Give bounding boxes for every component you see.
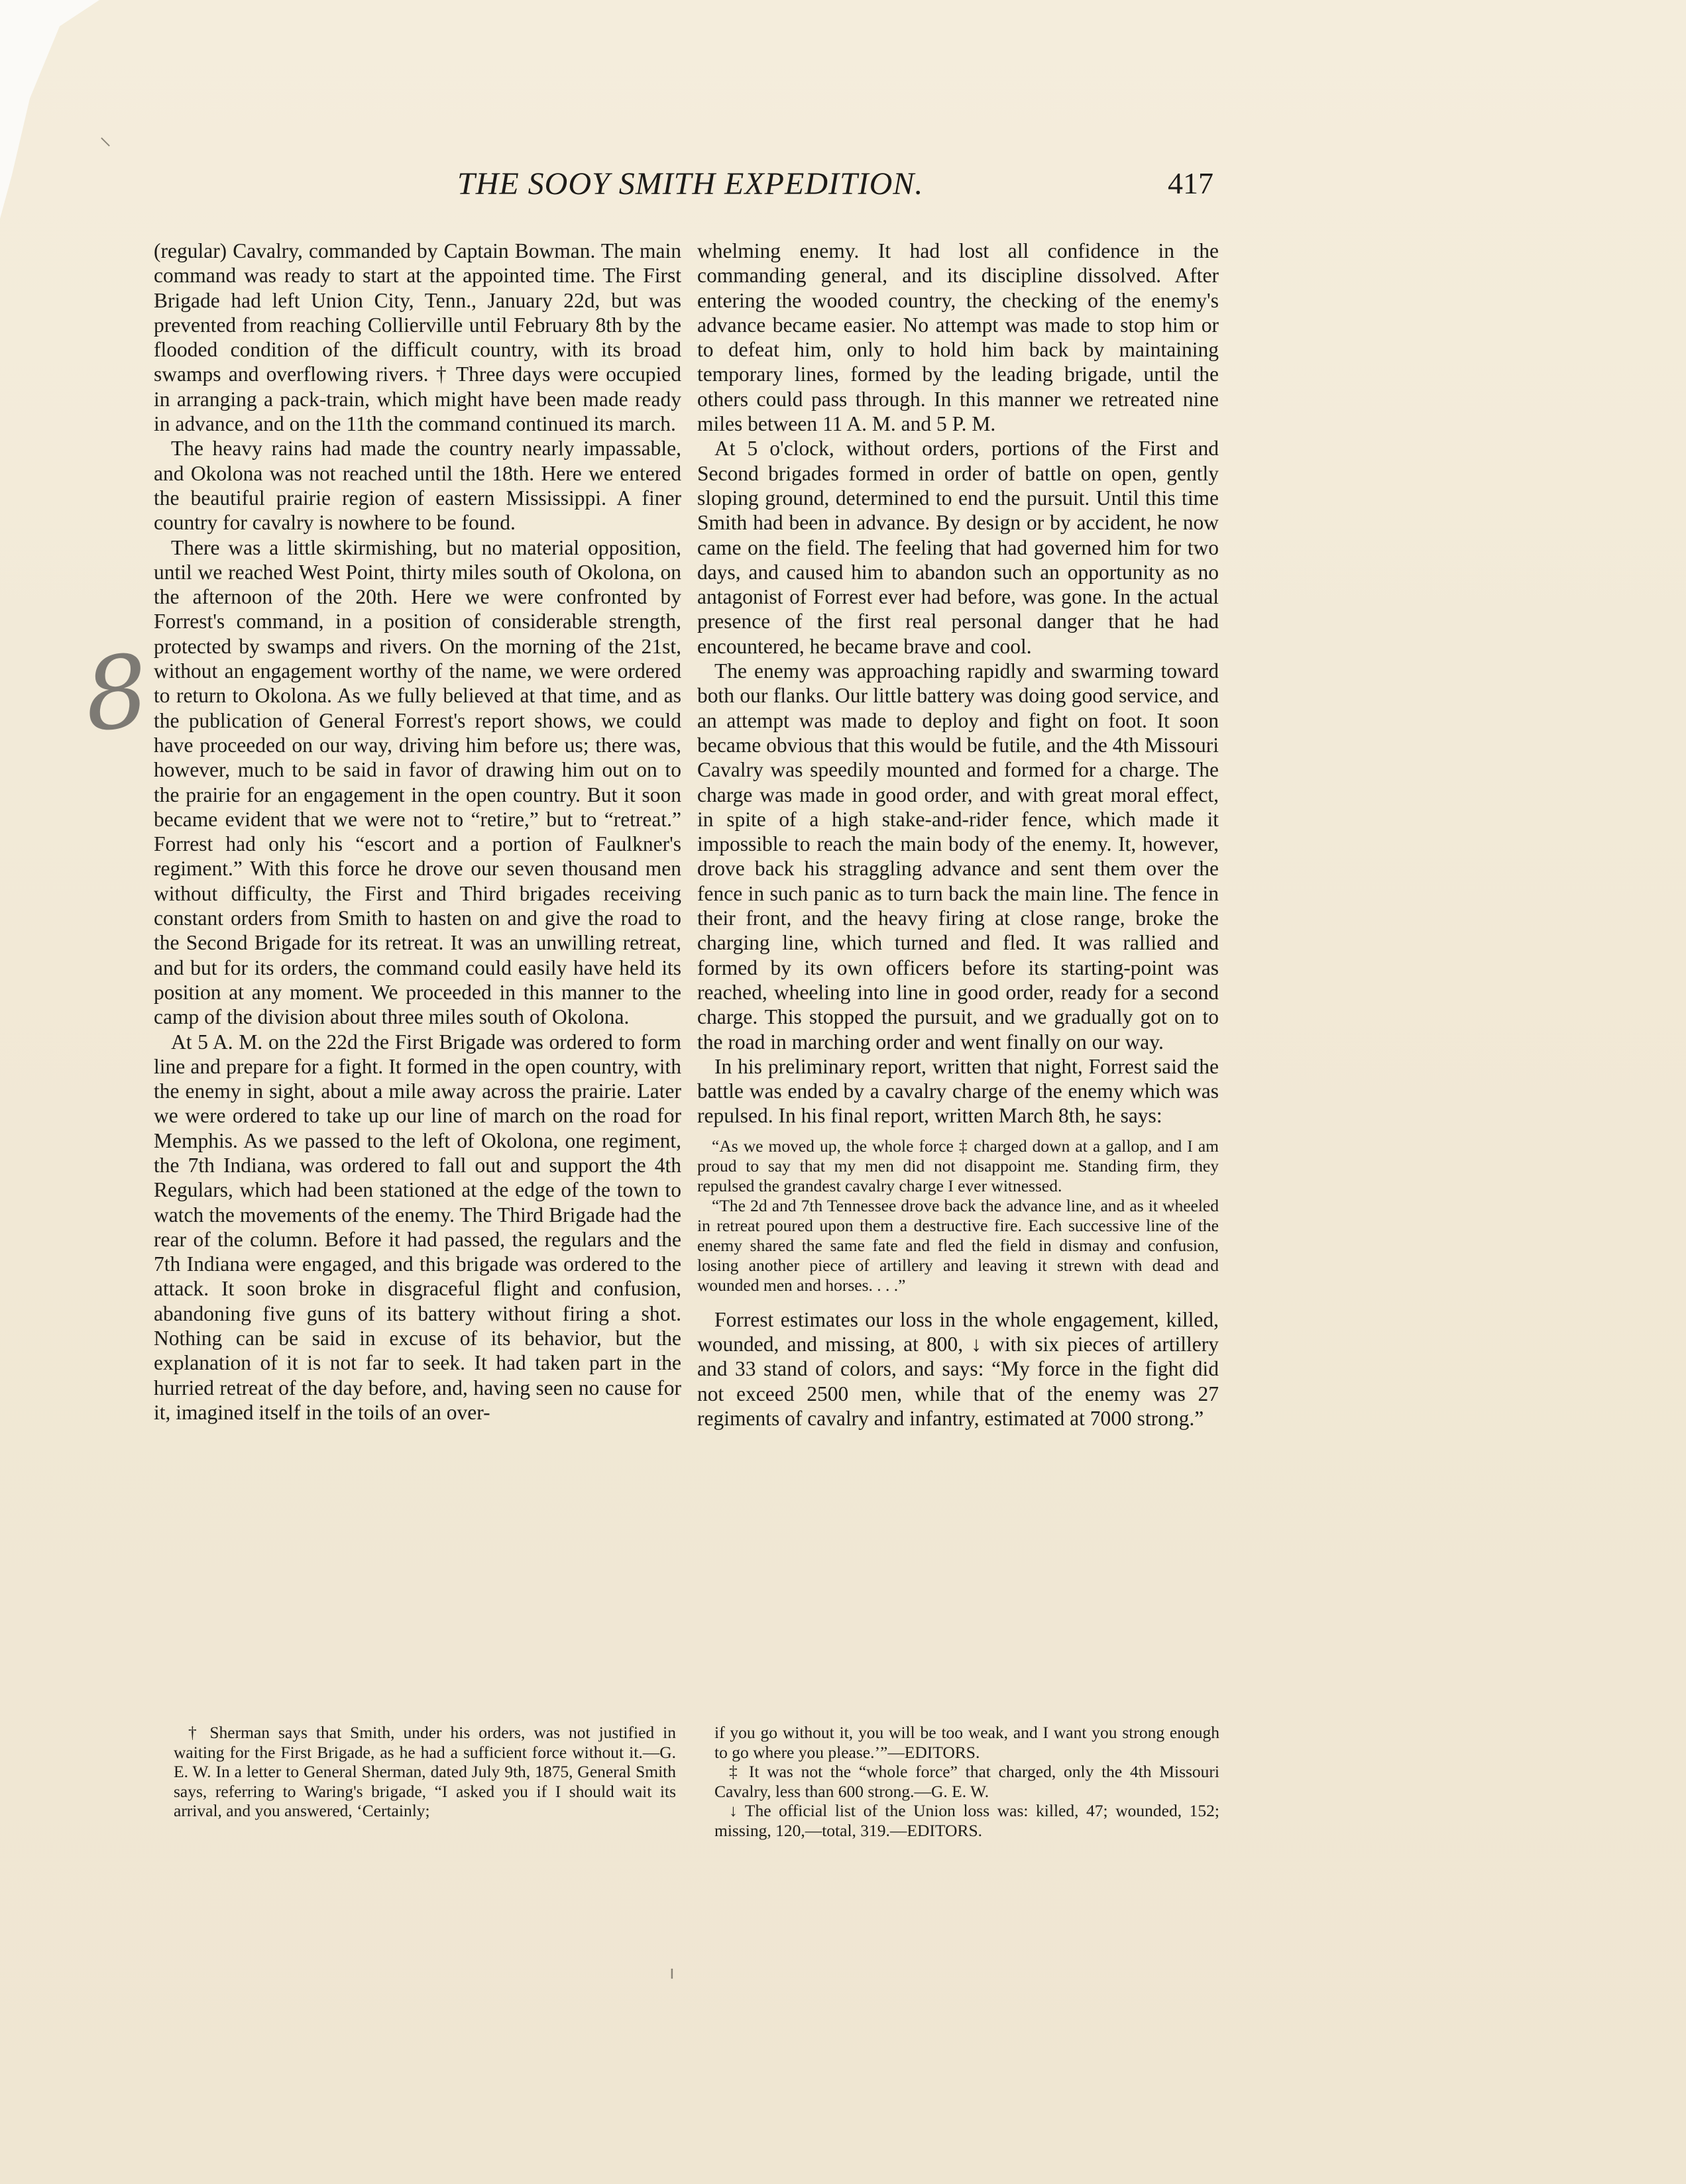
- paper-fleck: ı: [669, 1961, 675, 1983]
- footnotes-right: [714, 1723, 1219, 1840]
- paragraph: The heavy rains had made the country nearly impassable, and Okolona was not reached until the 18th. Here we entered the beautiful prairie region of eastern Mississippi. A finer country for cavalry is nowhere to be found.: [154, 437, 681, 535]
- paragraph: Forrest estimates our loss in the whole engagement, killed, wounded, and missing, at 800, ↓ with six pieces of artillery and 33 stand of colors, and says: “My force in the fight did not exceed 2500 men, while that of the enemy was 27 regiments of cavalry and infantry, estimated at 7000 strong.”: [697, 1307, 1219, 1430]
- footnote: † Sherman says that Smith, under his orders, was not justified in waiting for the First Brigade, as he had a sufficient force without it.—G. E. W. In a letter to General Sherman, dated July 9th, 1875, General Smith says, referring to Waring's brigade, “I asked you if I should wait its arrival, and you answered, ‘Certainly;: [174, 1723, 676, 1820]
- paragraph: whelming enemy. It had lost all confidence in the commanding general, and its discipline dissolved. After entering the wooded country, the checking of the enemy's advance became easier. No attempt was made to stop him or to defeat him, only to hold him back by maintaining temporary lines, formed by the leading brigade, until the others could pass through. In this manner we retreated nine miles between 11 A. M. and 5 P. M.: [697, 239, 1219, 436]
- footnote: ↓ The official list of the Union loss was: killed, 47; wounded, 152; missing, 120,—total, 319.—EDITORS.: [714, 1801, 1219, 1840]
- paragraph: There was a little skirmishing, but no material opposition, until we reached West Point, thirty miles south of Okolona, on the afternoon of the 20th. Here we were confronted by Forrest's command, in a position of considerable strength, protected by swamps and rivers. On the morning of the 21st, without an engagement worthy of the name, we were ordered to return to Okolona. As we fully believed at that time, and as the publication of General Forrest's report shows, we could have proceeded on our way, driving him before us; there was, however, much to be said in favor of drawing him out on to the prairie for an engagement in the open country. But it soon became evident that we were not to “retire,” but to “retreat.” Forrest had only his “escort and a portion of Faulkner's regiment.” With this force he drove our seven thousand men without difficulty, the First and Third brigades receiving constant orders from Smith to hasten on and give the road to the Second Brigade for its retreat. It was an unwilling retreat, and but for its orders, the command could easily have held its position at any moment. We proceeded in this manner to the camp of the division about three miles south of Okolona.: [154, 535, 681, 1029]
- paragraph: At 5 o'clock, without orders, portions of the First and Second brigades formed in order of battle on open, gently sloping ground, determined to end the pursuit. Until this time Smith had been in advance. By design or by accident, he now came on the field. The feeling that had governed him for two days, and caused him to abandon such an opportunity as no antagonist of Forrest ever had before, was gone. In the actual presence of the first real personal danger that he had encountered, he became brave and cool.: [697, 437, 1219, 658]
- quote-paragraph: “The 2d and 7th Tennessee drove back the advance line, and as it wheeled in retreat poured upon them a destructive fire. Each successive line of the enemy shared the same fate and fled the field in dismay and confusion, losing another piece of artillery and leaving it strewn with dead and wounded men and horses. . . .”: [697, 1195, 1219, 1295]
- pencil-mark: ⸜: [99, 123, 111, 150]
- page-number: 417: [1168, 166, 1213, 200]
- footnote-continuation: if you go without it, you will be too weak, and I want you strong enough to go where you please.’”—EDITORS.: [714, 1723, 1219, 1762]
- torn-corner: [0, 0, 99, 219]
- running-title: THE SOOY SMITH EXPEDITION.: [457, 166, 924, 201]
- footnote: ‡ It was not the “whole force” that charged, only the 4th Missouri Cavalry, less than 600 strong.—G. E. W.: [714, 1762, 1219, 1801]
- paragraph: (regular) Cavalry, commanded by Captain Bowman. The main command was ready to start at the appointed time. The First Brigade had left Union City, Tenn., January 22d, but was prevented from reaching Collierville until February 8th by the flooded condition of the difficult country, with its broad swamps and overflowing rivers. † Three days were occupied in arranging a pack-train, which might have been made ready in advance, and on the 11th the command continued its march.: [154, 239, 681, 436]
- block-quote: [697, 1136, 1219, 1295]
- paragraph: In his preliminary report, written that night, Forrest said the battle was ended by a cavalry charge of the enemy which was repulsed. In his final report, written March 8th, he says:: [697, 1054, 1219, 1128]
- paragraph: The enemy was approaching rapidly and swarming toward both our flanks. Our little battery was doing good service, and an attempt was made to deploy and fight on foot. It soon became obvious that this would be futile, and the 4th Missouri Cavalry was speedily mounted and formed for a charge. The charge was made in good order, and with great moral effect, in spite of a high stake-and-rider fence, which made it impossible to reach the main body of the enemy. It, however, drove back his straggling advance and sent them over the fence in such panic as to turn back the main line. The fence in their front, and the heavy firing at close range, broke the charging line, which turned and fled. It was rallied and formed by its own officers before its starting-point was reached, wheeling into line in good order, ready for a second charge. This stopped the pursuit, and we gradually got on to the road in marching order and went finally on our way.: [697, 659, 1219, 1054]
- quote-paragraph: “As we moved up, the whole force ‡ charged down at a gallop, and I am proud to say that my men did not disappoint me. Standing firm, they repulsed the grandest cavalry charge I ever witnessed.: [697, 1136, 1219, 1195]
- left-column: [154, 239, 681, 1425]
- footnotes-left: [174, 1723, 676, 1821]
- paragraph: At 5 A. M. on the 22d the First Brigade was ordered to form line and prepare for a fight. It formed in the open country, with the enemy in sight, about a mile away across the prairie. Later we were ordered to take up our line of march on the road for Memphis. As we passed to the left of Okolona, one regiment, the 7th Indiana, was ordered to fall out and support the 4th Regulars, which had been stationed at the edge of the town to watch the movements of the enemy. The Third Brigade had the rear of the column. Before it had passed, the regulars and the 7th Indiana were engaged, and this brigade was ordered to the attack. It soon broke in disgraceful flight and confusion, abandoning five guns of its battery without firing a shot. Nothing can be said in excuse of its behavior, but the explanation of it is not far to seek. It had taken part in the hurried retreat of the day before, and, having seen no cause for it, imagined itself in the toils of an over-: [154, 1030, 681, 1424]
- right-column: [697, 239, 1219, 1431]
- margin-note: 8: [79, 633, 154, 755]
